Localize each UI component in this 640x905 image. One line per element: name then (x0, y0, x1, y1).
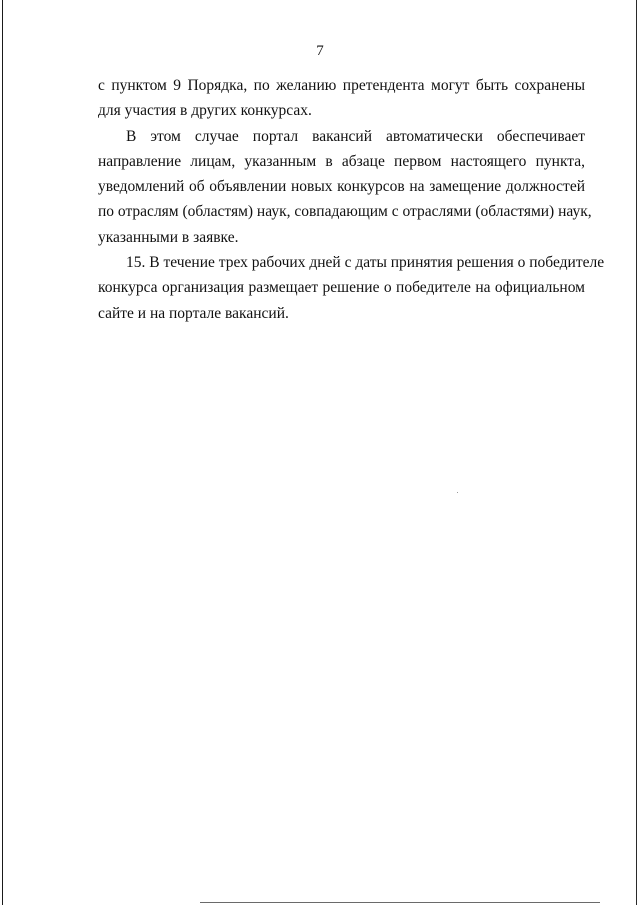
text-line: указанными в заявке. (98, 228, 239, 246)
paragraph-continuation (98, 73, 585, 124)
text-line: уведомлений об объявлении новых конкурсов на замещение должностей (98, 178, 585, 196)
text-line: направление лицам, указанным в абзаце первом настоящего пункта, (98, 152, 585, 170)
scan-edge-right (636, 0, 637, 905)
page-number: 7 (316, 43, 324, 59)
text-line: для участия в других конкурсах. (98, 102, 312, 120)
document-body (98, 73, 605, 326)
text-line: В этом случае портал вакансий автоматически обеспечивает (126, 127, 585, 145)
scan-edge-bottom (200, 902, 600, 903)
text-line: по отраслям (областям) наук, совпадающим с отраслями (областями) наук, (98, 203, 592, 221)
text-line: 15. В течение трех рабочих дней с даты принятия решения о победителе (126, 254, 605, 272)
paragraph-portal-notification (98, 124, 592, 250)
text-line: конкурса организация размещает решение о победителе на официальном (98, 279, 585, 297)
text-line: с пунктом 9 Порядка, по желанию претендента могут быть сохранены (98, 77, 585, 94)
text-line: сайте и на портале вакансий. (98, 304, 289, 322)
paragraph-item-15 (98, 250, 605, 326)
scan-speck (457, 492, 458, 493)
scan-edge-left (2, 0, 3, 905)
